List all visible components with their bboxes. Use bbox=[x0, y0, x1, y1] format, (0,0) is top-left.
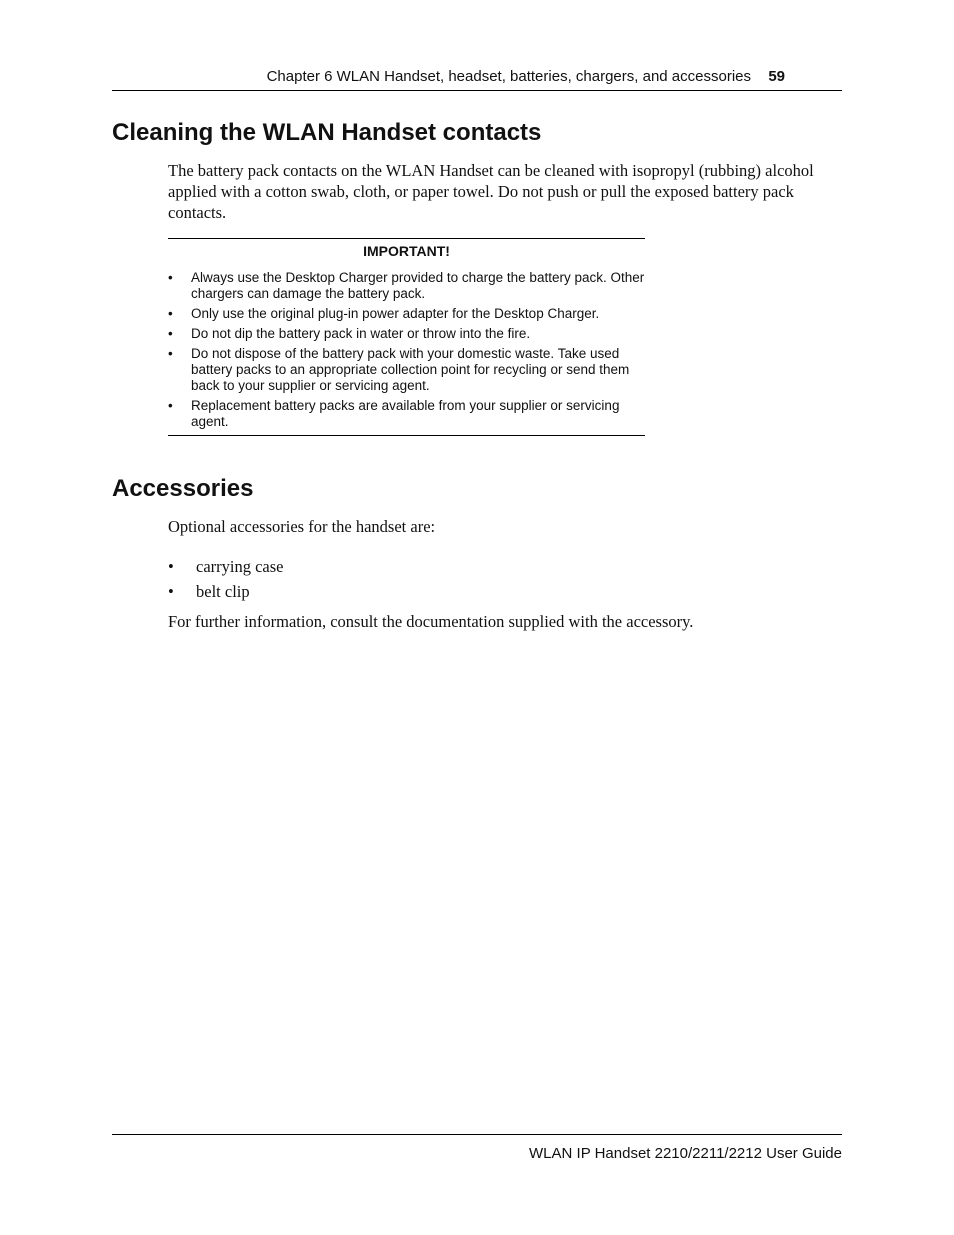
important-list bbox=[168, 270, 645, 430]
running-footer bbox=[112, 1134, 842, 1162]
accessories-further-info: For further information, consult the documentation supplied with the accessory. bbox=[168, 612, 694, 631]
important-item bbox=[168, 346, 645, 394]
list-item bbox=[168, 581, 284, 606]
section-heading-accessories: Accessories bbox=[112, 475, 254, 502]
important-item-text: Do not dip the battery pack in water or throw into the fire. bbox=[191, 326, 531, 341]
bullet: • bbox=[168, 306, 173, 321]
important-item-text: Replacement battery packs are available from your supplier or servicing agent. bbox=[191, 398, 620, 429]
running-header bbox=[112, 66, 842, 91]
important-item bbox=[168, 326, 645, 342]
chapter-title: Chapter 6 WLAN Handset, headset, batteries, chargers, and accessories bbox=[266, 68, 751, 85]
important-item-text: Only use the original plug-in power adapter for the Desktop Charger. bbox=[191, 306, 600, 321]
bullet: • bbox=[168, 398, 173, 413]
accessory-name: belt clip bbox=[196, 582, 250, 601]
important-item bbox=[168, 306, 645, 322]
cleaning-paragraph: The battery pack contacts on the WLAN Handset can be cleaned with isopropyl (rubbing) alcohol applied with a cotton swab, cloth, or paper towel. Do not push or pull the exposed battery pack contacts. bbox=[168, 161, 814, 222]
important-item-text: Always use the Desktop Charger provided to charge the battery pack. Other chargers can damage the battery pack. bbox=[191, 270, 645, 301]
bullet: • bbox=[168, 326, 173, 341]
important-item-text: Do not dispose of the battery pack with your domestic waste. Take used battery packs to an appropriate collection point for recycling or send them back to your supplier or servicing agent. bbox=[191, 346, 630, 393]
accessories-intro: Optional accessories for the handset are: bbox=[168, 517, 436, 536]
important-item bbox=[168, 270, 645, 302]
bullet: • bbox=[168, 582, 174, 601]
section-heading-cleaning: Cleaning the WLAN Handset contacts bbox=[112, 119, 542, 146]
important-title: IMPORTANT! bbox=[363, 243, 450, 259]
bullet: • bbox=[168, 557, 174, 576]
bullet: • bbox=[168, 346, 173, 361]
guide-title: WLAN IP Handset 2210/2211/2212 User Guide bbox=[529, 1145, 842, 1162]
accessories-list bbox=[168, 556, 284, 606]
list-item bbox=[168, 556, 284, 581]
important-item bbox=[168, 398, 645, 430]
page-number: 59 bbox=[768, 68, 785, 85]
accessory-name: carrying case bbox=[196, 557, 284, 576]
bullet: • bbox=[168, 270, 173, 285]
important-notice bbox=[168, 238, 645, 436]
